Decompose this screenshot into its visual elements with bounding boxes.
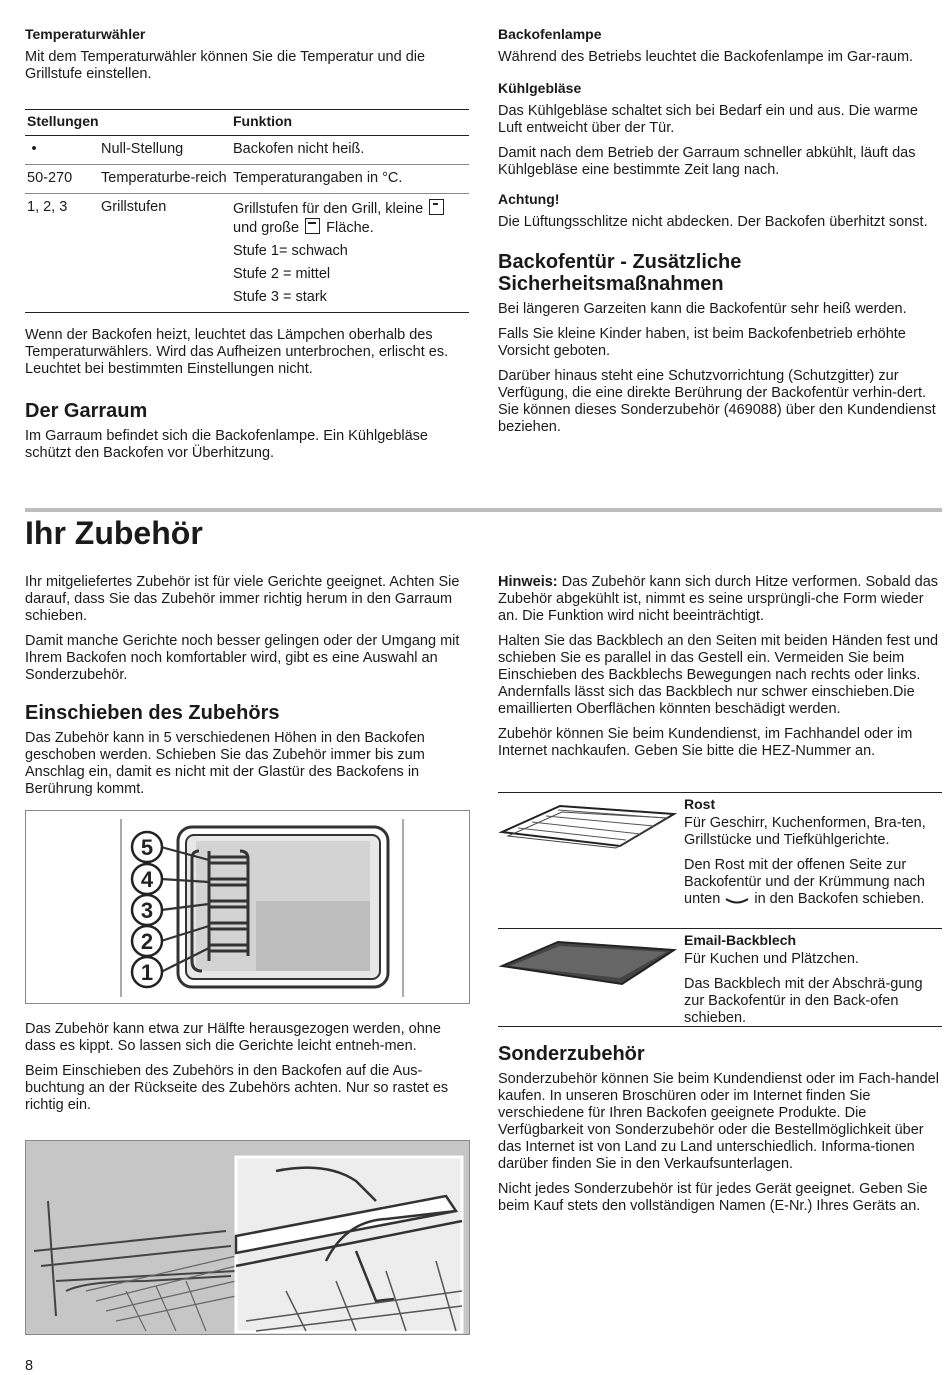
insert-heading: Einschieben des Zubehörs <box>25 702 280 724</box>
curve-down-icon <box>724 894 750 904</box>
row-name: Grillstufen <box>99 194 231 313</box>
rack-instr-b: in den Backofen schieben. <box>754 891 925 907</box>
level-label: 5 <box>140 835 154 860</box>
accessory-intro <box>25 574 469 806</box>
rack-detail-illustration <box>26 1141 469 1334</box>
note-text-2: Halten Sie das Backblech an den Seiten mit beiden Händen fest und schieben Sie es parallel in das Gestell ein. Vermeiden Sie beim Einschieben des Backblechs Bewegungen nach rechts oder links. Andernfalls lässt sich das Backblech nur schwer einschieben.Die emaillierten Oberflächen könnten beschädigt werden. <box>498 633 939 717</box>
tray-text <box>684 932 942 1035</box>
special-text-2: Nicht jedes Sonderzubehör ist für jedes Gerät geeignet. Geben Sie beim Kauf stets den vollständigen Namen (E-Nr.) Ihres Geräts an. <box>498 1181 928 1214</box>
fan-text-1: Das Kühlgebläse schaltet sich bei Bedarf ein und aus. Die warme Luft entweicht über der Tür. <box>498 103 918 136</box>
large-grill-icon <box>305 218 320 234</box>
level-label: 2 <box>140 929 154 954</box>
garraum-heading: Der Garraum <box>25 400 148 422</box>
lamp-text: Während des Betriebs leuchtet die Backofenlampe im Gar-raum. <box>498 49 914 65</box>
special-heading: Sonderzubehör <box>498 1043 645 1065</box>
level-1: Stufe 1= schwach <box>233 243 348 259</box>
warning-heading: Achtung! <box>498 191 560 207</box>
acc-text-2: Damit manche Gerichte noch besser gelingen oder der Umgang mit Ihrem Backofen noch komfortabler wird, gibt es eine Auswahl an Sonderzubehör. <box>25 633 460 683</box>
tray-desc: Für Kuchen und Plätzchen. <box>684 951 859 967</box>
note-label: Hinweis: <box>498 574 558 590</box>
accessory-tray <box>498 928 942 1028</box>
oven-levels-illustration <box>26 811 469 1003</box>
door-text-3: Darüber hinaus steht eine Schutzvorrichtung (Schutzgitter) zur Verfügung, die eine direkte Berührung der Backofentür verhin-dert. Sie können dieses Sonderzubehör (469088) über den Kundendienst beziehen. <box>498 368 936 435</box>
insert-text-3: Beim Einschieben des Zubehörs in den Backofen auf die Aus-buchtung an der Rückseite des Zubehörs achten. Nur so rastet es richtig ein. <box>25 1063 449 1113</box>
rack-instr-a: Den Rost mit der offenen Seite zur Backofentür und der Krümmung nach unten <box>684 857 925 907</box>
rack-detail-figure <box>25 1140 470 1335</box>
rack-text <box>684 796 942 916</box>
temp-after: Wenn der Backofen heizt, leuchtet das Lämpchen oberhalb des Temperaturwählers. Wird das Aufheizen unterbrochen, erlischt es. Leuchtet bei bestimmten Einstellungen nicht. <box>25 327 449 377</box>
accessory-rack <box>498 792 942 928</box>
section-divider <box>25 508 942 512</box>
door-heading: Backofentür - Zusätzliche Sicherheitsmaßnahmen <box>498 251 742 295</box>
tray-instruction: Das Backblech mit der Abschrä-gung zur Backofentür in den Back-ofen schieben. <box>684 976 923 1026</box>
temp-intro: Mit dem Temperaturwähler können Sie die Temperatur und die Grillstufe einstellen. <box>25 49 426 82</box>
knob-zero-icon: • <box>25 136 99 165</box>
baking-tray-icon <box>498 938 678 993</box>
page-number: 8 <box>25 1358 34 1374</box>
fan-heading: Kühlgebläse <box>498 80 582 96</box>
row-function: Temperaturangaben in °C. <box>231 165 469 194</box>
right-top-column <box>498 26 942 444</box>
tray-name: Email-Backblech <box>684 932 797 948</box>
table-row <box>25 136 469 165</box>
lamp-heading: Backofenlampe <box>498 26 602 42</box>
row-function: Backofen nicht heiß. <box>231 136 469 165</box>
door-text-1: Bei längeren Garzeiten kann die Backofentür sehr heiß werden. <box>498 301 907 317</box>
table-row <box>25 194 469 313</box>
grill-text-a: Grillstufen für den Grill, kleine <box>233 201 424 217</box>
rack-name: Rost <box>684 796 716 812</box>
insert-continued <box>25 1021 469 1122</box>
warning-text: Die Lüftungsschlitze nicht abdecken. Der Backofen überhitzt sonst. <box>498 214 928 230</box>
temp-heading: Temperaturwähler <box>25 26 146 42</box>
temp-table <box>25 109 469 313</box>
fan-text-2: Damit nach dem Betrieb der Garraum schneller abkühlt, läuft das Kühlgebläse eine bestimmte Zeit lang nach. <box>498 145 916 178</box>
grill-text-c: Fläche. <box>326 220 374 236</box>
insert-text-2: Das Zubehör kann etwa zur Hälfte herausgezogen werden, ohne dass es kippt. So lassen sich die Gerichte leicht entneh-men. <box>25 1021 441 1054</box>
row-position: 50-270 <box>25 165 99 194</box>
note-section <box>498 574 942 768</box>
grill-text-b: und große <box>233 220 300 236</box>
accessory-bottom-rule <box>498 1026 942 1027</box>
rack-desc: Für Geschirr, Kuchenformen, Bra-ten, Grillstücke und Tiefkühlgerichte. <box>684 815 926 848</box>
table-header-function: Funktion <box>231 110 469 136</box>
special-text-1: Sonderzubehör können Sie beim Kundendienst oder im Fach-handel kaufen. In unseren Broschüren oder im Internet finden Sie verschiedene für Ihren Backofen geeignete Produkte. Die Verfügbarkeit von Sonderzubehör oder die Bestellmöglichkeit über das Internet ist von Land zu Land unterschiedlich. Informa-tionen darüber finden Sie in den Verkaufsunterlagen. <box>498 1071 939 1172</box>
special-accessories-section <box>498 1043 942 1223</box>
note-text <box>498 574 942 625</box>
page-title: Ihr Zubehör <box>25 515 203 551</box>
note-body: Das Zubehör kann sich durch Hitze verformen. Sobald das Zubehör abgekühlt ist, nimmt es seine ursprüngli-che Form wieder an. Die Funktion wird nicht beeinträchtigt. <box>498 574 939 624</box>
insert-text-1: Das Zubehör kann in 5 verschiedenen Höhen in den Backofen geschoben werden. Schieben Sie das Zubehör immer bis zum Anschlag ein, damit es nicht mit der Glastür des Backofens in Berührung kommt. <box>25 730 425 797</box>
wire-rack-icon <box>498 800 678 855</box>
note-text-3: Zubehör können Sie beim Kundendienst, im Fachhandel oder im Internet nachkaufen. Geben Sie bitte die HEZ-Nummer an. <box>498 726 913 759</box>
level-3: Stufe 3 = stark <box>233 289 327 305</box>
level-label: 4 <box>140 867 154 892</box>
acc-text-1: Ihr mitgeliefertes Zubehör ist für viele Gerichte geeignet. Achten Sie darauf, dass Sie das Zubehör immer richtig herum in den Garraum schieben. <box>25 574 460 624</box>
oven-levels-figure <box>25 810 470 1004</box>
row-name: Null-Stellung <box>99 136 231 165</box>
row-function <box>231 194 469 313</box>
door-text-2: Falls Sie kleine Kinder haben, ist beim Backofenbetrieb erhöhte Vorsicht geboten. <box>498 326 906 359</box>
table-header-positions: Stellungen <box>25 110 231 136</box>
garraum-text: Im Garraum befindet sich die Backofenlampe. Ein Kühlgebläse schützt den Backofen vor Überhitzung. <box>25 428 428 461</box>
table-row <box>25 165 469 194</box>
level-label: 1 <box>140 960 154 985</box>
temperature-selector-section <box>25 26 469 470</box>
level-2: Stufe 2 = mittel <box>233 266 331 282</box>
row-name: Temperaturbe-reich <box>99 165 231 194</box>
level-label: 3 <box>140 898 154 923</box>
small-grill-icon <box>429 199 444 215</box>
row-position: 1, 2, 3 <box>25 194 99 313</box>
rack-instruction <box>684 857 942 908</box>
